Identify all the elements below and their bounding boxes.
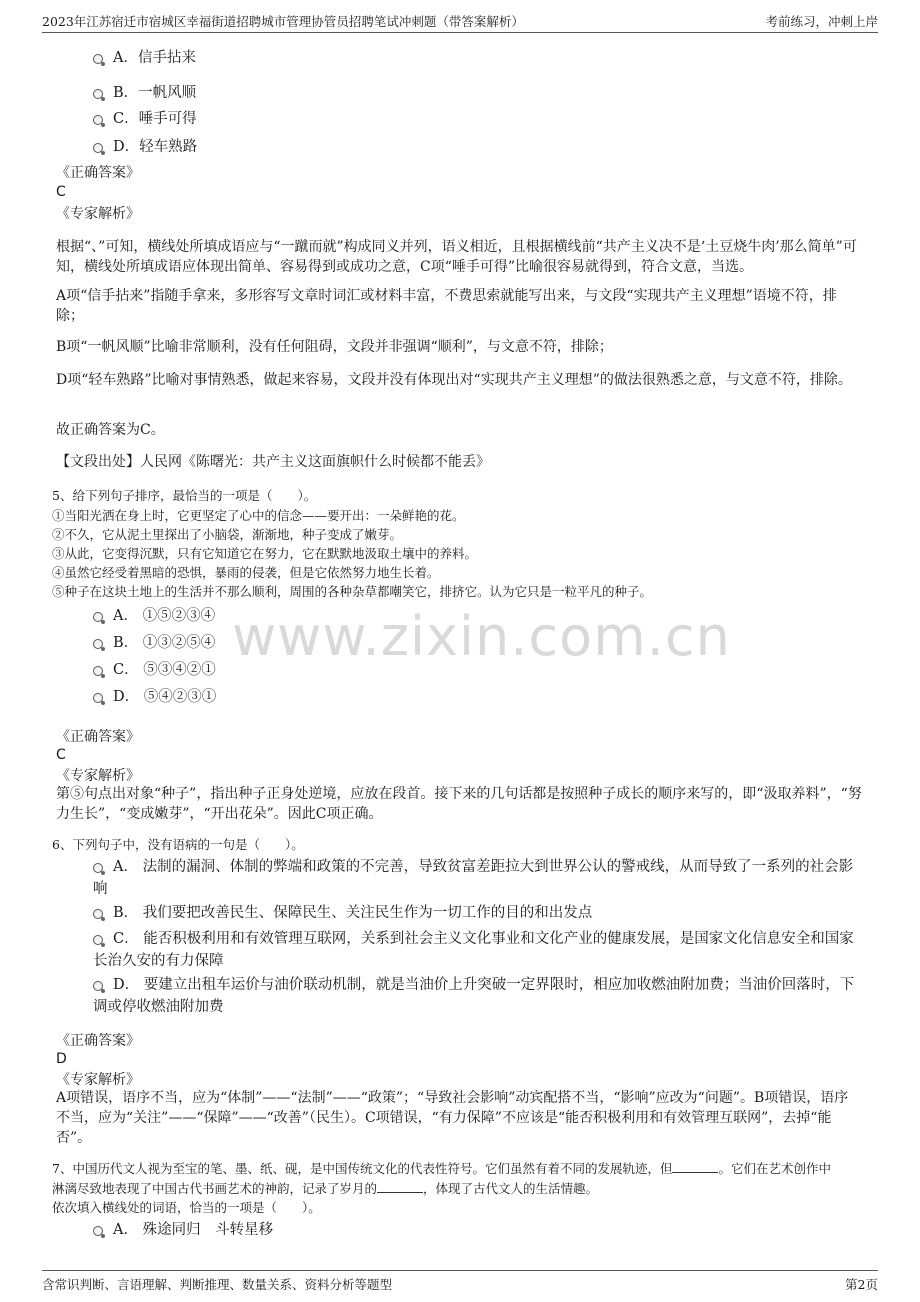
q4-answer-label: 《正确答案》 <box>56 165 140 181</box>
q6-answer-label: 《正确答案》 <box>56 1033 140 1049</box>
q4-analysis-p2: A项“信手拈来”指随手拿来，多形容写文章时词汇或材料丰富，不费思索就能写出来，与文段“实现共产主义理想”语境不符，排除； <box>56 288 837 324</box>
radio-icon[interactable] <box>93 612 103 622</box>
q6-analysis: A项错误，语序不当，应为“体制”——“法制”——“政策”；“导致社会影响”动宾配搭不当，“影响”应改为“问题”。B项错误，语序不当，应为“关注”——“保障”——“改善”（民生）。C项错误，“有力保障”不应该是“能否积极利用和有效管理互联网”，去掉“能否”。 <box>56 1090 849 1146</box>
q5-sentence-4: ④虽然它经受着黑暗的恐惧，暴雨的侵袭，但是它依然努力地生长着。 <box>52 565 440 580</box>
q7-stem: 7、中国历代文人视为至宝的笔、墨、纸、砚，是中国传统文化的代表性符号。它们虽然有着不同的发展轨迹，但 。它们在艺术创作中 <box>52 1161 831 1176</box>
q5-answer-label: 《正确答案》 <box>56 729 140 745</box>
radio-icon[interactable] <box>93 909 103 919</box>
q7-instruction: 依次填入横线处的词语，恰当的一项是（ ）。 <box>52 1200 321 1215</box>
q5-sentence-1: ①当阳光洒在身上时，它更坚定了心中的信念——要开出：一朵鲜艳的花。 <box>52 508 465 523</box>
q4-answer: C <box>56 184 66 200</box>
q6-option-c[interactable]: C． 能否积极利用和有效管理互联网，关系到社会主义文化事业和文化产业的健康发展，是国家文化信息安全和国家长治久安的有力保障 <box>93 931 854 969</box>
q6-stem: 6、下列句子中，没有语病的一句是（ ）。 <box>52 837 304 852</box>
q6-option-a[interactable]: A． 法制的漏洞、体制的弊端和政策的不完善，导致贫富差距拉大到世界公认的警戒线，从而导致了一系列的社会影响 <box>93 859 854 897</box>
q5-option-c[interactable]: C． ⑤③④②① <box>93 659 216 681</box>
q4-analysis-conclusion: 故正确答案为C。 <box>56 422 165 438</box>
q4-source: 【文段出处】人民网《陈曙光：共产主义这面旗帜什么时候都不能丢》 <box>56 454 490 470</box>
page-header <box>42 8 878 33</box>
watermark: www.zixin.com.cn <box>232 605 731 668</box>
q5-option-b[interactable]: B． ①③②⑤④ <box>93 632 215 654</box>
radio-icon[interactable] <box>93 143 103 153</box>
q4-analysis-p1: 根据“、”可知，横线处所填成语应与“一蹴而就”构成同义并列，语义相近，且根据横线前“共产主义决不是‘土豆烧牛肉’那么简单”可知，横线处所填成语应体现出简单、容易得到或成功之意，C项“唾手可得”比喻很容易就得到，符合文意，当选。 <box>56 239 857 275</box>
q4-analysis-label: 《专家解析》 <box>56 206 140 222</box>
radio-icon[interactable] <box>93 693 103 703</box>
page-footer <box>42 1270 878 1295</box>
radio-icon[interactable] <box>93 666 103 676</box>
q5-sentence-2: ②不久，它从泥土里探出了小脑袋，渐渐地，种子变成了嫩芽。 <box>52 527 403 542</box>
radio-icon[interactable] <box>93 863 103 873</box>
q7-stem-line2: 淋漓尽致地表现了中国古代书画艺术的神韵，记录了岁月的 ，体现了古代文人的生活情趣。 <box>52 1181 599 1196</box>
q6-answer: D <box>56 1051 67 1067</box>
q4-option-b[interactable]: B．一帆风顺 <box>93 82 196 104</box>
q4-option-d[interactable]: D．轻车熟路 <box>93 136 197 158</box>
fill-blank <box>377 1180 423 1193</box>
header-slogan: 考前练习，冲刺上岸 <box>765 14 878 29</box>
document-title: 2023年江苏宿迁市宿城区幸福街道招聘城市管理协管员招聘笔试冲刺题（带答案解析） <box>42 14 524 29</box>
q5-stem: 5、给下列句子排序，最恰当的一项是（ ）。 <box>52 488 317 503</box>
q5-sentence-3: ③从此，它变得沉默，只有它知道它在努力，它在默默地汲取土壤中的养料。 <box>52 546 478 561</box>
radio-icon[interactable] <box>93 639 103 649</box>
page-number: 第2页 <box>845 1277 878 1292</box>
radio-icon[interactable] <box>93 89 103 99</box>
q4-option-a[interactable]: A．信手拈来 <box>93 47 196 69</box>
radio-icon[interactable] <box>93 935 103 945</box>
footer-note: 含常识判断、言语理解、判断推理、数量关系、资料分析等题型 <box>42 1277 393 1292</box>
q6-option-d[interactable]: D． 要建立出租车运价与油价联动机制，就是当油价上升突破一定界限时，相应加收燃油附加费；当油价回落时，下调或停收燃油附加费 <box>93 977 855 1015</box>
fill-blank <box>672 1160 718 1173</box>
q5-analysis: 第⑤句点出对象“种子”，指出种子正身处逆境，应放在段首。接下来的几句话都是按照种子成长的顺序来写的，即“汲取养料”，“努力生长”，“变成嫩芽”，“开出花朵”。因此C项正确。 <box>56 786 862 822</box>
q5-sentence-5: ⑤种子在这块土地上的生活并不那么顺利，周围的各种杂草都嘲笑它，排挤它。认为它只是一粒平凡的种子。 <box>52 584 653 599</box>
q4-option-c[interactable]: C．唾手可得 <box>93 108 197 130</box>
radio-icon[interactable] <box>93 1226 103 1236</box>
q4-analysis-p3: B项“一帆风顺”比喻非常顺利，没有任何阻碍，文段并非强调“顺利”，与文意不符，排除； <box>56 339 613 355</box>
radio-icon[interactable] <box>93 981 103 991</box>
radio-icon[interactable] <box>93 54 103 64</box>
q4-analysis-p4: D项“轻车熟路”比喻对事情熟悉，做起来容易，文段并没有体现出对“实现共产主义理想”的做法很熟悉之意，与文意不符，排除。 <box>56 372 852 388</box>
q5-analysis-label: 《专家解析》 <box>56 768 140 784</box>
q5-option-a[interactable]: A． ①⑤②③④ <box>93 605 215 627</box>
q7-option-a[interactable]: A． 殊途同归 斗转星移 <box>93 1219 273 1241</box>
radio-icon[interactable] <box>93 115 103 125</box>
q5-option-d[interactable]: D． ⑤④②③① <box>93 686 216 708</box>
q6-analysis-label: 《专家解析》 <box>56 1072 140 1088</box>
q5-answer: C <box>56 747 66 763</box>
q6-option-b[interactable]: B． 我们要把改善民生、保障民生、关注民生作为一切工作的目的和出发点 <box>93 902 863 924</box>
